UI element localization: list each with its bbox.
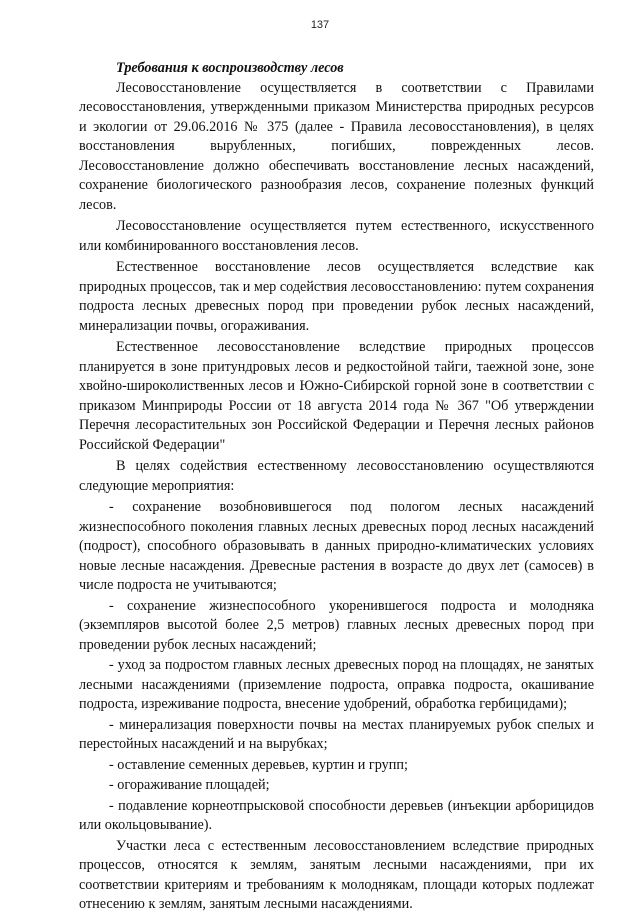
measures-list <box>79 498 594 836</box>
list-item: - оставление семенных деревьев, куртин и групп; <box>109 756 408 773</box>
list-item: - огораживание площадей; <box>109 777 270 793</box>
paragraph: В целях содействия естественному лесовосстановлению осуществляются следующие мероприятия: <box>79 458 594 494</box>
list-item: - подавление корнеотпрысковой способности деревьев (инъекции арборицидов или окольцовывание). <box>79 797 594 833</box>
paragraph: Лесовосстановление осуществляется в соответствии с Правилами лесовосстановления, утвержденными приказом Министерства природных ресурсов и экологии от 29.06.2016 № 375 (далее - Правила лесовосстановления), в целях восстановления вырубленных, погибших, поврежденных лесов. Лесовосстановление должно обеспечивать восстановление лесных насаждений, сохранение биологического разнообразия лесов, сохранение полезных функций лесов. <box>79 79 594 213</box>
closing-paragraph: Участки леса с естественным лесовосстановлением вследствие природных процессов, относятся к землям, занятым лесными насаждениями, при их соответствии критериям и требованиям к молоднякам, площади которых подлежат отнесению к землям, занятым лесными насаждениями. <box>79 837 594 912</box>
paragraph: Естественное лесовосстановление вследствие природных процессов планируется в зоне притундровых лесов и редкостойной тайги, таежной зоне, зоне хвойно-широколиственных лесов и Южно-Сибирской горной зоне в соответствии с приказом Минприроды России от 18 августа 2014 года № 367 "Об утверждении Перечня лесорастительных зон Российской Федерации и Перечня лесных районов Российской Федерации" <box>79 339 594 453</box>
list-item: - минерализация поверхности почвы на местах планируемых рубок спелых и перестойных насаждений и на вырубках; <box>79 716 594 752</box>
section-heading: Требования к воспроизводству лесов <box>116 60 344 76</box>
list-item: - сохранение возобновившегося под пологом лесных насаждений жизнеспособного поколения главных лесных древесных пород лесных насаждений (подрост), способного образовывать в данных природно-климатических условиях новые лесные насаждения. Древесные растения в возрасте до двух лет (самосев) в числе подроста не учитываются; <box>79 499 594 593</box>
document-body <box>79 59 594 917</box>
paragraph: Лесовосстановление осуществляется путем естественного, искусственного или комбинированного восстановления лесов. <box>79 218 594 254</box>
list-item: - уход за подростом главных лесных древесных пород на площадях, не занятых лесными насаждениями (приземление подроста, оправка подроста, окашивание подроста, изреживание подроста, внесение удобрений, обработка гербицидами); <box>79 657 594 712</box>
page-number: 137 <box>310 19 330 31</box>
list-item: - сохранение жизнеспособного укоренившегося подроста и молодняка (экземпляров высотой более 2,5 метров) главных лесных древесных пород при проведении рубок лесных насаждений; <box>79 597 594 653</box>
paragraph: Естественное восстановление лесов осуществляется вследствие как природных процессов, так и мер содействия лесовосстановлению: путем сохранения подроста лесных древесных пород при проведении рубок лесных насаждений, минерализации почвы, огораживания. <box>79 259 594 334</box>
